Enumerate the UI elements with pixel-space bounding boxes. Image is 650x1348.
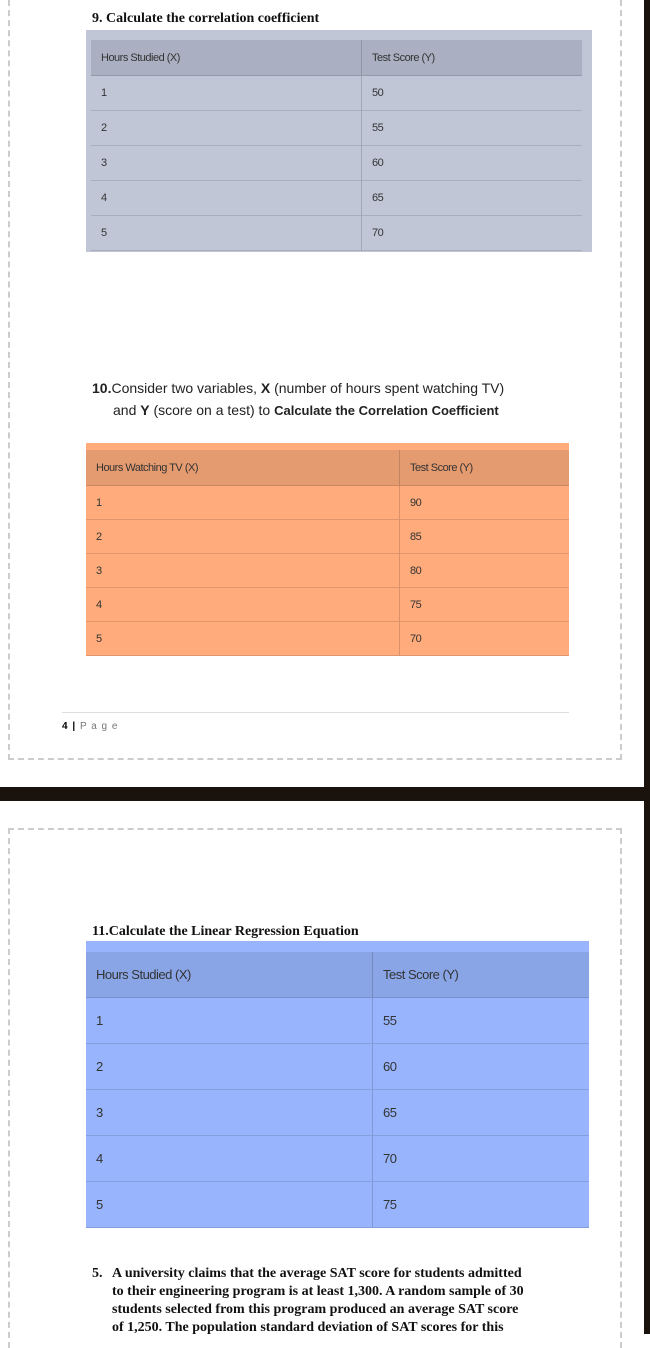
table-row xyxy=(91,216,582,251)
table-row xyxy=(86,520,569,554)
cell-x: 2 xyxy=(86,520,400,554)
cell-y: 75 xyxy=(400,588,569,622)
cell-x: 3 xyxy=(91,146,362,181)
cell-y: 70 xyxy=(373,1136,589,1182)
table-row xyxy=(86,1090,589,1136)
footer-separator: | xyxy=(72,721,77,732)
cell-y: 80 xyxy=(400,554,569,588)
cell-x: 3 xyxy=(86,1090,373,1136)
cell-x: 5 xyxy=(91,216,362,251)
right-edge xyxy=(644,0,650,1334)
header-x: Hours Studied (X) xyxy=(91,40,362,76)
table-row xyxy=(91,76,582,111)
cell-x: 5 xyxy=(86,622,400,656)
page-separator xyxy=(0,787,650,801)
cell-y: 65 xyxy=(373,1090,589,1136)
q10-text-2: (number of hours spent watching TV) xyxy=(270,380,505,396)
cell-y: 65 xyxy=(362,181,582,216)
cell-x: 2 xyxy=(91,111,362,146)
cell-x: 1 xyxy=(86,486,400,520)
page-label: P a g e xyxy=(79,721,119,732)
table-row xyxy=(86,998,589,1044)
q10-text-3: and xyxy=(113,402,141,418)
table-row xyxy=(86,1136,589,1182)
q5-line: students selected from this program produced an average SAT score xyxy=(112,1302,519,1317)
q10-table xyxy=(86,450,569,656)
table-row xyxy=(86,622,569,656)
q10-title xyxy=(92,377,504,422)
q10-bold-text: Calculate the Correlation Coefficient xyxy=(274,403,499,418)
q5-line: to their engineering program is at least 1,300. A random sample of 30 xyxy=(112,1284,524,1299)
table-row xyxy=(91,111,582,146)
q10-table-container xyxy=(86,443,569,656)
cell-y: 75 xyxy=(373,1182,589,1228)
cell-x: 1 xyxy=(91,76,362,111)
table-row xyxy=(86,588,569,622)
cell-y: 90 xyxy=(400,486,569,520)
table-row xyxy=(86,554,569,588)
table-row xyxy=(86,486,569,520)
q11-table xyxy=(86,952,589,1228)
cell-x: 3 xyxy=(86,554,400,588)
q9-title: 9. Calculate the correlation coefficient xyxy=(92,11,320,26)
q5-text xyxy=(92,1265,524,1337)
cell-x: 2 xyxy=(86,1044,373,1090)
page-footer xyxy=(62,721,118,732)
table-header-row xyxy=(86,450,569,486)
q5-number: 5. xyxy=(92,1266,103,1281)
q5-line: A university claims that the average SAT score for students admitted xyxy=(112,1266,522,1281)
q10-number: 10. xyxy=(92,380,112,396)
table-header-row xyxy=(91,40,582,76)
header-x: Hours Studied (X) xyxy=(86,952,373,998)
page-number: 4 xyxy=(62,721,69,732)
cell-x: 4 xyxy=(86,588,400,622)
header-x: Hours Watching TV (X) xyxy=(86,450,400,486)
cell-x: 4 xyxy=(86,1136,373,1182)
table-row xyxy=(86,1044,589,1090)
table-row xyxy=(91,146,582,181)
cell-y: 70 xyxy=(400,622,569,656)
cell-y: 55 xyxy=(373,998,589,1044)
q11-table-container xyxy=(86,941,589,1228)
header-y: Test Score (Y) xyxy=(373,952,589,998)
q11-title: 11.Calculate the Linear Regression Equation xyxy=(92,924,359,939)
cell-x: 4 xyxy=(91,181,362,216)
table-row xyxy=(86,1182,589,1228)
q10-y: Y xyxy=(140,402,150,418)
header-y: Test Score (Y) xyxy=(362,40,582,76)
cell-y: 50 xyxy=(362,76,582,111)
cell-x: 5 xyxy=(86,1182,373,1228)
q9-table xyxy=(91,40,582,251)
cell-y: 55 xyxy=(362,111,582,146)
q10-x: X xyxy=(260,380,271,396)
q9-table-container xyxy=(86,30,592,252)
table-header-row xyxy=(86,952,589,998)
header-y: Test Score (Y) xyxy=(400,450,569,486)
q10-text: Consider two variables, xyxy=(111,380,261,396)
cell-y: 85 xyxy=(400,520,569,554)
cell-y: 60 xyxy=(362,146,582,181)
table-row xyxy=(91,181,582,216)
q10-text-4: (score on a test) to xyxy=(149,402,275,418)
footer-rule xyxy=(62,712,569,713)
cell-x: 1 xyxy=(86,998,373,1044)
cell-y: 70 xyxy=(362,216,582,251)
q5-line: of 1,250. The population standard deviation of SAT scores for this xyxy=(112,1320,504,1335)
cell-y: 60 xyxy=(373,1044,589,1090)
